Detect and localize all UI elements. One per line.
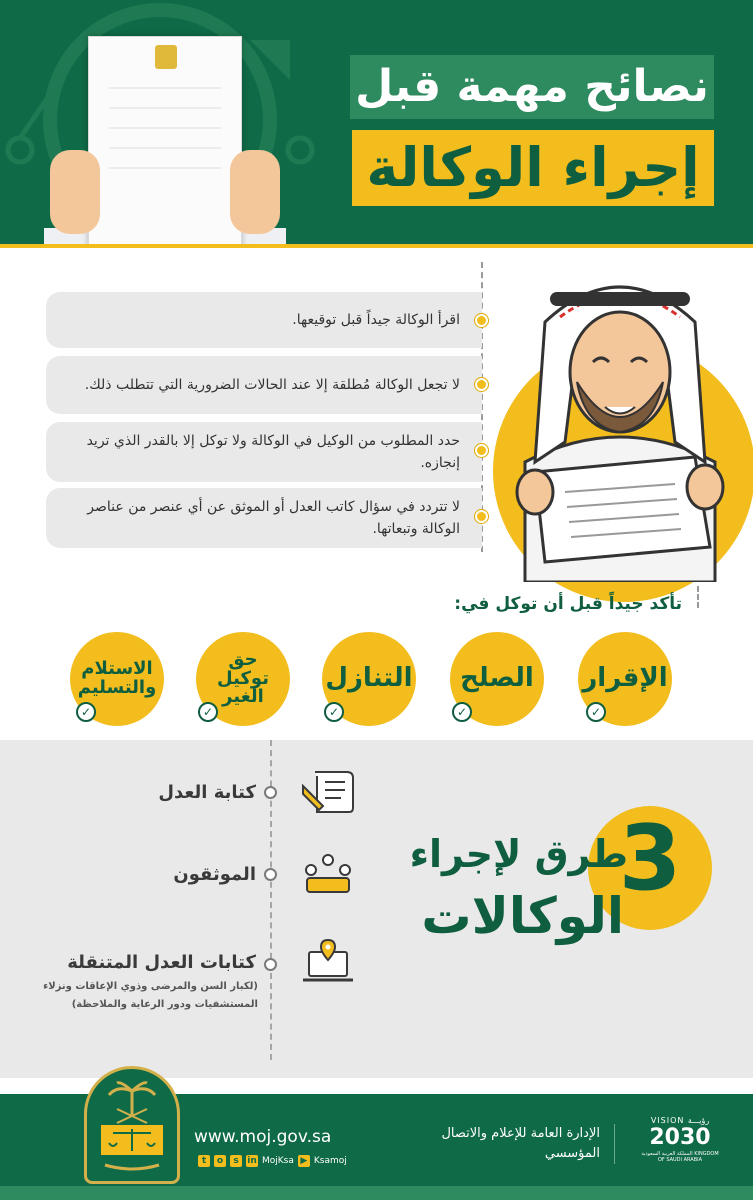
methods-title-line1: طرق لإجراء bbox=[409, 832, 628, 876]
ministry-logo-mini-icon bbox=[155, 45, 177, 69]
scroll-pen-icon bbox=[301, 768, 355, 814]
left-hand-icon bbox=[50, 150, 100, 234]
tip-2 bbox=[46, 356, 482, 414]
title-line2: إجراء الوكالة bbox=[366, 136, 700, 199]
vision-label: VISION رؤيـــة bbox=[650, 1116, 710, 1125]
snapchat-icon[interactable]: s bbox=[230, 1155, 242, 1167]
vision-2030-logo bbox=[640, 1116, 720, 1176]
footer-divider bbox=[614, 1124, 615, 1164]
document-paper bbox=[88, 36, 242, 248]
right-hand-icon bbox=[230, 150, 280, 234]
check-icon: ✓ bbox=[452, 702, 472, 722]
man-with-document-icon bbox=[505, 262, 735, 582]
title-line1: نصائح مهمة قبل bbox=[355, 61, 709, 112]
method-label-mobile-notary: كتابات العدل المتنقلة bbox=[67, 952, 256, 973]
vision-sub: المملكة العربية السعودية KINGDOM OF SAUDI ARABIA bbox=[641, 1151, 719, 1163]
youtube-icon[interactable]: ▶ bbox=[298, 1155, 310, 1167]
confirm-item-tanazul: التنازل bbox=[322, 632, 416, 726]
ministry-of-justice-logo bbox=[84, 1066, 180, 1184]
website-link[interactable]: www.moj.gov.sa bbox=[194, 1127, 332, 1147]
tip-text: لا تجعل الوكالة مُطلقة إلا عند الحالات الضرورية التي تتطلب ذلك. bbox=[84, 377, 460, 393]
confirm-item-iqrar: الإقرار bbox=[578, 632, 672, 726]
palm-scales-icon bbox=[87, 1069, 177, 1181]
method-bullet bbox=[264, 786, 277, 799]
linkedin-icon[interactable]: in bbox=[247, 1156, 257, 1166]
method-bullet bbox=[264, 958, 277, 971]
tip-bullet bbox=[475, 378, 488, 391]
method-note: (لكبار السن والمرضى وذوي الإعاقات ونزلاء المستشفيات ودور الرعاية والملاحظة) bbox=[43, 981, 258, 1010]
twitter-icon[interactable]: t bbox=[198, 1155, 210, 1167]
tip-4 bbox=[46, 488, 482, 548]
social-handle-1: MojKsa bbox=[262, 1156, 294, 1166]
tip-bullet bbox=[475, 314, 488, 327]
vision-year: 2030 bbox=[649, 1125, 711, 1150]
confirm-item-istilam: الاستلام والتسليم bbox=[70, 632, 164, 726]
methods-number: 3 bbox=[618, 806, 682, 911]
tip-bullet bbox=[475, 510, 488, 523]
confirm-item-haq-tawkil: حق توكيل الغير bbox=[196, 632, 290, 726]
method-label-katib-adl: كتابة العدل bbox=[158, 782, 256, 803]
header-gold-line bbox=[0, 244, 753, 248]
check-icon: ✓ bbox=[586, 702, 606, 722]
confirm-heading: تأكد جيداً قبل أن توكل في: bbox=[454, 594, 682, 614]
tip-text: لا تتردد في سؤال كاتب العدل أو الموثق عن أي عنصر من عناصر الوكالة وتبعاتها. bbox=[87, 499, 460, 537]
tip-3 bbox=[46, 422, 482, 482]
meeting-table-icon bbox=[301, 852, 355, 898]
check-icon: ✓ bbox=[324, 702, 344, 722]
header-banner bbox=[0, 0, 753, 248]
confirm-item-sulh: الصلح bbox=[450, 632, 544, 726]
department-name: الإدارة العامة للإعلام والاتصال المؤسسي bbox=[441, 1126, 600, 1161]
laptop-location-icon bbox=[301, 938, 355, 984]
confirm-bracket bbox=[697, 586, 699, 608]
tip-text: اقرأ الوكالة جيداً قبل توقيعها. bbox=[292, 312, 460, 328]
method-bullet bbox=[264, 868, 277, 881]
footer-stripe bbox=[0, 1186, 753, 1200]
check-icon: ✓ bbox=[76, 702, 96, 722]
instagram-icon[interactable]: o bbox=[214, 1155, 226, 1167]
method-label-muwathiqun: الموثقون bbox=[173, 864, 256, 885]
methods-title-line2: الوكالات bbox=[421, 887, 624, 945]
social-handle-2: Ksamoj bbox=[313, 1156, 347, 1166]
check-icon: ✓ bbox=[198, 702, 218, 722]
social-links bbox=[198, 1152, 348, 1170]
tip-bullet bbox=[475, 444, 488, 457]
tip-1 bbox=[46, 292, 482, 348]
tip-text: حدد المطلوب من الوكيل في الوكالة ولا توكل إلا بالقدر الذي تريد إنجازه. bbox=[86, 433, 460, 471]
